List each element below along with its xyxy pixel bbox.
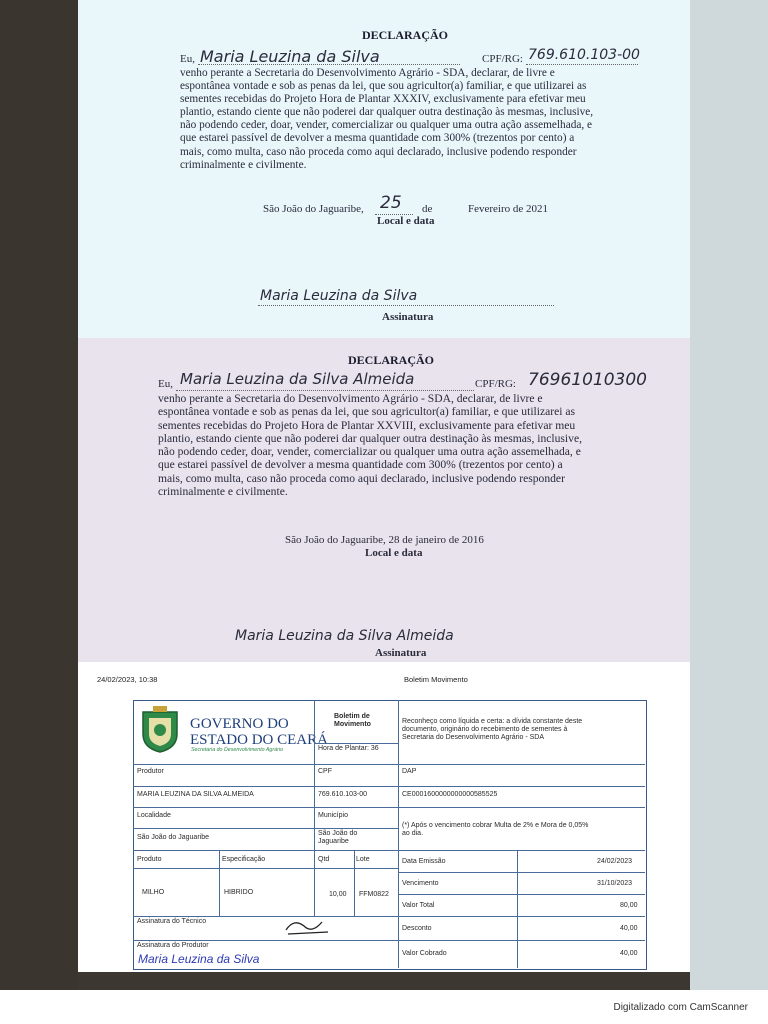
desconto-value: 40,00 (620, 925, 638, 932)
body-line: mais, como multa, caso não proceda como aqui declarado, inclusive podendo responder (180, 145, 577, 158)
especificacao-value: HIBRIDO (224, 889, 254, 896)
hora-plantar: Hora de Plantar: 36 (318, 745, 379, 752)
doc1-day-handwritten: 25 (380, 193, 402, 213)
body-line: venho perante a Secretaria do Desenvolvimento Agrário - SDA, declarar, de livre e (158, 392, 543, 405)
nota-2: ao dia. (402, 830, 424, 837)
gov-sub: Secretaria do Desenvolvimento Agrário (191, 747, 283, 753)
reconheco-1: Reconheço como líquida e certa: a dívida constante deste (402, 718, 583, 725)
doc1-month-year: Fevereiro de 2021 (468, 203, 549, 215)
doc1-cpf-label: CPF/RG: (482, 53, 523, 65)
doc2-title: DECLARAÇÃO (348, 353, 435, 367)
dap-value: CE0001600000000000585525 (402, 791, 498, 798)
data-emissao-value: 24/02/2023 (597, 858, 633, 865)
localidade-value: São João do Jaguaribe (137, 834, 209, 841)
divider (133, 868, 398, 869)
body-line: venho perante a Secretaria do Desenvolvimento Agrário - SDA, declarar, de livre e (180, 67, 555, 79)
assinatura-produtor: Assinatura do Produtor (137, 942, 209, 949)
divider (133, 786, 645, 787)
vencimento-value: 31/10/2023 (597, 880, 633, 887)
body-line: sementes recebidas do Projeto Hora de Plantar XXXIV, exclusivamente para efetivar meu (180, 93, 586, 106)
col-especificacao: Especificação (222, 856, 266, 863)
gov-line1: GOVERNO DO (190, 716, 289, 732)
doc2-name-line (176, 390, 474, 391)
cpf-label: CPF (318, 768, 332, 775)
assinatura-tecnico: Assinatura do Técnico (137, 918, 207, 925)
divider (398, 894, 645, 895)
produtor-label: Produtor (137, 768, 164, 775)
doc2-signature: Maria Leuzina da Silva Almeida (235, 628, 454, 644)
divider (133, 850, 645, 851)
doc2-cpf-label: CPF/RG: (475, 378, 516, 390)
divider (314, 700, 315, 764)
municipio-label: Município (318, 812, 348, 819)
background-right (690, 0, 768, 990)
bm-title: Movimento (334, 721, 371, 728)
divider (133, 764, 645, 765)
divider (133, 940, 645, 941)
doc2-place-date: São João do Jaguaribe, 28 de janeiro de 2016 (285, 534, 484, 546)
dap-label: DAP (402, 768, 417, 775)
valor-cobrado-label: Valor Cobrado (402, 950, 447, 957)
body-line: plantio, estando ciente que não poderei dar qualquer outra destinação às mesmas, inclusive, (158, 431, 582, 445)
doc1-place: São João do Jaguaribe, (263, 203, 364, 215)
doc1-signature-line (258, 305, 554, 306)
doc1-de: de (422, 203, 433, 215)
body-line: espontânea vontade e sob as penas da lei, que sou agricultor(a) familiar, e que utilizarei as (158, 405, 576, 419)
doc1-assinatura: Assinatura (382, 311, 434, 323)
doc2-eu: Eu, (158, 378, 173, 390)
doc2-assinatura: Assinatura (375, 647, 427, 659)
doc1-cpf-line (526, 64, 638, 65)
body-line: espontânea vontade e sob as penas da lei, que sou agricultor(a) familiar, e que utilizarei as (180, 80, 587, 93)
body-line: plantio, estando ciente que não poderei dar qualquer outra destinação às mesmas, inclusive, (180, 106, 594, 119)
col-lote: Lote (356, 856, 370, 863)
body-line: mais, como multa, caso não proceda como aqui declarado, inclusive podendo responder (158, 471, 565, 485)
boletim-timestamp: 24/02/2023, 10:38 (97, 675, 158, 684)
valor-total-value: 80,00 (620, 902, 638, 909)
divider (219, 850, 220, 916)
cpf-value: 769.610.103-00 (318, 791, 368, 798)
divider (354, 850, 355, 916)
municipio-value-2: Jaguaribe (318, 838, 349, 845)
reconheco-3: Secretaria do Desenvolvimento Agrário - SDA (402, 734, 545, 741)
body-line: não podendo ceder, doar, vender, comercializar ou qualquer uma outra ação assemelhada, e (180, 119, 593, 132)
desconto-label: Desconto (402, 925, 432, 932)
doc2-body (158, 392, 636, 498)
body-line: não podendo ceder, doar, vender, comercializar ou qualquer uma outra ação assemelhada, e (158, 445, 581, 459)
col-qtd: Qtd (318, 856, 330, 863)
localidade-label: Localidade (137, 812, 171, 819)
divider (517, 850, 518, 968)
doc1-cpf-handwritten: 769.610.103-00 (528, 47, 640, 63)
doc1-name-line (198, 64, 460, 65)
qtd-value: 10,00 (329, 891, 347, 898)
produto-value: MILHO (142, 889, 165, 896)
divider (398, 872, 645, 873)
divider (314, 743, 398, 744)
divider (314, 850, 315, 916)
data-emissao-label: Data Emissão (402, 858, 446, 865)
divider (133, 916, 645, 917)
body-line: sementes recebidas do Projeto Hora de Plantar XXVIII, exclusivamente para efetivar meu (158, 418, 576, 432)
doc1-body (180, 67, 632, 172)
doc2-local-data: Local e data (365, 547, 423, 559)
doc1-signature: Maria Leuzina da Silva (260, 288, 418, 304)
gov-line2: ESTADO DO CEARÁ (190, 732, 328, 748)
boletim-header: Boletim Movimento (404, 675, 468, 684)
nota-1: (*) Após o vencimento cobrar Multa de 2% e Mora de 0,05% (402, 822, 589, 829)
divider (398, 700, 399, 968)
body-line: criminalmente e civilmente. (158, 485, 288, 499)
body-line: criminalmente e civilmente. (180, 158, 307, 171)
vencimento-label: Vencimento (402, 880, 439, 887)
produtor-value: MARIA LEUZINA DA SILVA ALMEIDA (137, 791, 254, 798)
body-line: que estarei passível de devolver a mesma quantidade com 300% (trezentos por cento) a (180, 132, 575, 145)
doc1-eu: Eu, (180, 53, 195, 65)
doc2-name-handwritten: Maria Leuzina da Silva Almeida (180, 370, 415, 388)
produtor-signature: Maria Leuzina da Silva (138, 952, 260, 966)
divider (314, 764, 315, 854)
camscanner-footer: Digitalizado com CamScanner (613, 1002, 748, 1013)
background-left (0, 0, 78, 990)
body-line: que estarei passível de devolver a mesma quantidade com 300% (trezentos por cento) a (158, 458, 563, 472)
doc1-name-handwritten: Maria Leuzina da Silva (200, 47, 380, 66)
bm-title-1: Boletim de (334, 713, 370, 720)
col-produto: Produto (137, 856, 162, 863)
valor-total-label: Valor Total (402, 902, 435, 909)
doc2-cpf-handwritten: 76961010300 (528, 370, 647, 390)
valor-cobrado-value: 40,00 (620, 950, 638, 957)
ceara-coat-of-arms-icon (137, 704, 183, 759)
municipio-value-1: São João do (318, 830, 358, 837)
doc1-local-data: Local e data (377, 215, 435, 227)
tecnico-signature-icon (282, 916, 332, 943)
divider (133, 828, 398, 829)
reconheco-2: documento, originário do recebimento de sementes à (402, 726, 568, 733)
doc1-title: DECLARAÇÃO (362, 28, 449, 42)
divider (133, 807, 645, 808)
lote-value: FFM0822 (359, 891, 389, 898)
